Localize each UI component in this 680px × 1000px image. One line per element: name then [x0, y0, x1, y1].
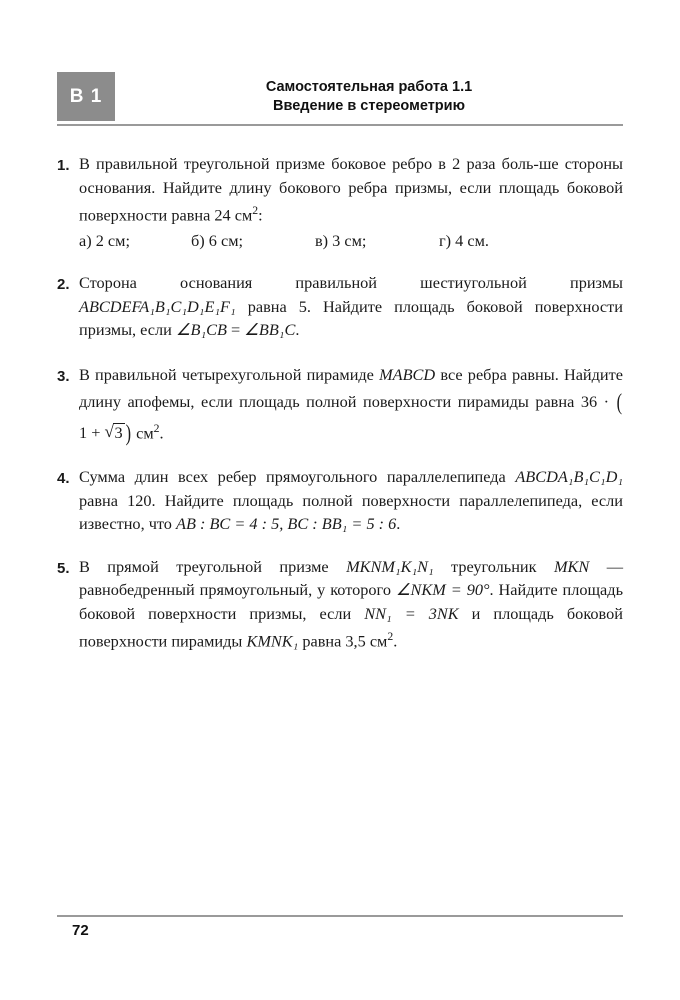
page-number: 72 — [72, 922, 89, 939]
task-text-main: Сумма длин всех ребер прямоугольного параллелепипеда — [79, 467, 506, 487]
task-body — [79, 152, 623, 252]
task-list — [57, 152, 623, 672]
task-text — [79, 152, 623, 227]
task-pyramid-label: KMNK₁ — [246, 631, 299, 651]
task-item — [57, 361, 623, 446]
task-number: 5. — [57, 559, 70, 577]
task-number: 4. — [57, 470, 70, 488]
task-figure-label: ABCDEFA₁B₁C₁D₁E₁F₁ — [79, 296, 236, 316]
task-body — [79, 271, 623, 342]
task-triangle-label: MKN — [553, 556, 590, 576]
task-condition: NN₁ = 3NK — [364, 603, 459, 623]
task-formula: 36 · (1 + √ 3 ) — [79, 392, 623, 442]
task-text-main: В правильной четырехугольной пирамиде — [79, 364, 374, 384]
task-text-middle-5: равна 3,5 см — [302, 631, 388, 651]
header-titles — [115, 72, 623, 121]
task-text — [79, 271, 623, 342]
task-figure-label: ABCDA₁B₁C₁D₁ — [515, 467, 623, 487]
worksheet-subtitle: Введение в стереометрию — [273, 97, 465, 114]
answer-option-a: а) 2 см; — [79, 230, 130, 250]
task-text-tail: . — [396, 514, 401, 534]
task-text-tail: : — [258, 205, 263, 225]
task-text-main: В правильной треугольной призме боковое ребро в 2 раза боль-ше стороны основания. Найдите длину бокового ребра призмы, если площадь боковой поверхности равна 24 см — [79, 154, 623, 225]
task-unit-superscript: 2 — [153, 421, 160, 435]
task-text-superscript: 2 — [387, 630, 394, 644]
task-text-middle: равна 120. Найдите площадь полной поверхности параллелепипеда, если известно, что — [79, 490, 623, 534]
answer-option-c: в) 3 см; — [315, 230, 367, 250]
task-text — [79, 361, 623, 446]
task-number: 1. — [57, 157, 70, 174]
task-text-main: В прямой треугольной призме — [79, 556, 329, 576]
task-text-tail: . — [295, 320, 300, 340]
task-body — [79, 465, 623, 536]
task-text-middle-2: — равнобедренный прямоугольный, у которого — [79, 556, 623, 600]
task-unit: см — [136, 423, 154, 443]
page-header — [57, 72, 623, 121]
task-text-tail: . — [393, 631, 398, 651]
task-text-middle: треугольник — [451, 556, 537, 576]
task-figure-label: MKNM₁K₁N₁ — [346, 556, 434, 576]
task-text-tail: . — [159, 423, 164, 443]
task-text-middle-4: и площадь боковой поверхности пирамиды — [79, 603, 623, 651]
task-text-middle: все ребра равны. Найдите длину апофемы, если площадь полной поверхности пирамиды равна — [79, 364, 623, 411]
task-text — [79, 555, 623, 653]
task-ratio-1: AB : BC = 4 : 5, — [176, 514, 284, 534]
task-ratio-2: BC : BB₁ = 5 : 6 — [287, 514, 397, 534]
task-number: 2. — [57, 276, 70, 294]
worksheet-title: Самостоятельная работа 1.1 — [265, 78, 473, 95]
task-item — [57, 152, 623, 252]
task-angle-1: ∠B₁CB — [175, 320, 227, 340]
variant-badge: В 1 — [57, 72, 115, 121]
task-figure-label: MABCD — [379, 364, 436, 384]
footer-divider — [57, 915, 623, 917]
answer-option-b: б) 6 см; — [191, 230, 244, 250]
task-angle-2: ∠BB₁C — [244, 320, 296, 340]
header-divider — [57, 124, 623, 126]
task-body — [79, 555, 623, 653]
answer-options — [79, 229, 623, 253]
task-text-main: Сторона основания правильной шестиугольной призмы — [79, 273, 623, 293]
task-text-superscript: 2 — [252, 204, 259, 217]
task-angle: ∠NKM = 90° — [395, 580, 490, 600]
task-equals-sign: = — [231, 320, 241, 340]
task-item — [57, 271, 623, 342]
task-item — [57, 555, 623, 653]
task-item — [57, 465, 623, 536]
task-body — [79, 361, 623, 446]
answer-option-d: г) 4 см. — [439, 230, 489, 250]
task-text-middle: равна 5. Найдите площадь боковой поверхности призмы, если — [79, 296, 623, 340]
task-number: 3. — [57, 367, 70, 385]
task-text-middle-3: . Найдите площадь боковой поверхности призмы, если — [79, 580, 623, 623]
task-text — [79, 465, 623, 536]
